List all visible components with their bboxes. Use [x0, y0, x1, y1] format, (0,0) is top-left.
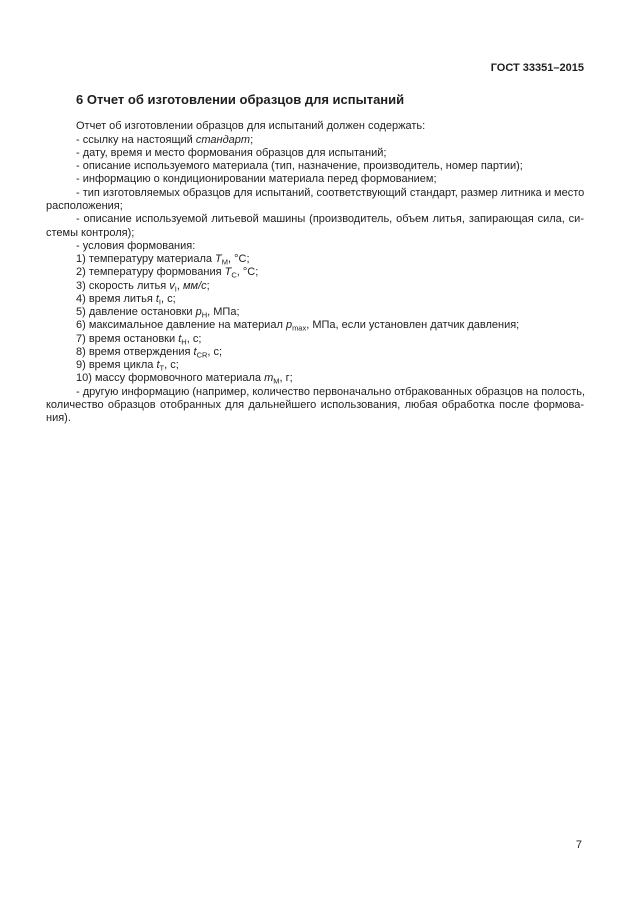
condition-symbol: p	[285, 319, 293, 332]
condition-6	[46, 319, 584, 332]
condition-separator: ,	[228, 253, 235, 266]
condition-end: ;	[255, 266, 259, 279]
condition-separator: ,	[207, 306, 214, 319]
specimen-type-item-line-1: - тип изготовляемых образцов для испытаний, соответствующий стандарт, размер литника и место	[76, 186, 585, 199]
machine-item-line-1: - описание используемой литьевой машины (производитель, объем литья, запирающая сила, си-	[76, 213, 584, 226]
condition-label: 9) время цикла	[76, 359, 157, 372]
condition-unit: с	[213, 345, 220, 358]
condition-label: 4) время литья	[76, 292, 156, 305]
condition-subscript: M	[221, 257, 229, 267]
reference-italic: стандарт	[195, 133, 251, 146]
condition-7	[46, 333, 584, 346]
condition-unit: °C	[234, 253, 247, 266]
intro-line: Отчет об изготовлении образцов для испытаний должен содержать:	[76, 120, 426, 133]
condition-end: , если установлен датчик давления;	[335, 319, 520, 332]
condition-label: 5) давление остановки	[76, 306, 196, 319]
condition-unit: с	[192, 332, 199, 345]
condition-end: ;	[289, 372, 293, 385]
condition-label: 7) время остановки	[76, 332, 179, 345]
condition-2	[46, 266, 584, 279]
condition-end: ;	[236, 306, 240, 319]
condition-symbol: T	[224, 266, 232, 279]
condition-separator: ,	[164, 359, 171, 372]
condition-subscript: I	[174, 284, 177, 294]
condition-separator: ,	[279, 372, 286, 385]
report-requirements-text	[46, 120, 584, 425]
condition-subscript: H	[181, 337, 187, 347]
condition-symbol: v	[169, 279, 175, 292]
condition-1	[46, 253, 584, 266]
condition-label: 10) массу формовочного материала	[76, 372, 265, 385]
condition-label: 6) максимальное давление на материал	[76, 319, 286, 332]
condition-symbol: m	[264, 372, 274, 385]
other-info-item-line-3: ния).	[46, 412, 71, 425]
condition-separator: ,	[306, 319, 313, 332]
condition-symbol: T	[215, 253, 222, 266]
condition-9	[46, 359, 584, 372]
condition-end: ;	[175, 359, 179, 372]
machine-item-line-2: стемы контроля);	[46, 226, 135, 239]
condition-separator: ,	[207, 345, 214, 358]
condition-unit: МПа	[312, 319, 336, 332]
condition-end: ;	[172, 292, 176, 305]
condition-subscript: H	[201, 310, 208, 320]
condition-4	[46, 293, 584, 306]
condition-symbol: t	[178, 332, 182, 345]
condition-end: ;	[219, 345, 223, 358]
condition-separator: ,	[186, 332, 193, 345]
section-heading: 6 Отчет об изготовлении образцов для испытаний	[76, 92, 405, 107]
condition-symbol: p	[195, 306, 202, 319]
condition-subscript: CR	[196, 350, 208, 360]
condition-separator: ,	[176, 279, 184, 292]
condition-3	[46, 280, 584, 293]
reference-prefix: - ссылку на настоящий	[76, 133, 196, 146]
condition-unit: г	[285, 372, 290, 385]
reference-suffix: ;	[250, 133, 254, 146]
condition-separator: ,	[161, 292, 168, 305]
condition-subscript: M	[273, 376, 280, 386]
condition-symbol: t	[193, 345, 197, 358]
condition-5	[46, 306, 584, 319]
condition-symbol: t	[155, 292, 159, 305]
condition-subscript: I	[158, 297, 161, 307]
condition-end: ;	[206, 279, 210, 292]
standard-code: ГОСТ 33351–2015	[490, 62, 584, 74]
condition-label: 8) время отверждения	[76, 345, 194, 358]
condition-symbol: t	[156, 359, 160, 372]
condition-unit: с	[167, 292, 173, 305]
specimen-type-item-line-2: расположения;	[46, 199, 123, 212]
condition-end: ;	[198, 332, 202, 345]
condition-subscript: T	[159, 363, 165, 373]
material-item: - описание используемого материала (тип, назначение, производитель, номер партии);	[76, 160, 523, 173]
condition-unit: с	[170, 359, 176, 372]
condition-subscript: max	[292, 323, 307, 333]
other-info-item-line-2: количество образцов отобранных для дальнейшего использования, любая обработка после формова-	[46, 398, 584, 411]
condition-unit: °C	[242, 266, 256, 279]
date-time-item: - дату, время и место формования образцов для испытаний;	[76, 146, 387, 159]
condition-8	[46, 346, 584, 359]
condition-end: ;	[246, 253, 250, 266]
condition-unit: МПа	[213, 306, 237, 319]
condition-label: 1) температуру материала	[76, 253, 216, 266]
condition-unit: мм/с	[183, 279, 207, 292]
reference-item	[46, 134, 584, 147]
condition-label: 2) температуру формования	[76, 266, 225, 279]
condition-separator: ,	[236, 266, 243, 279]
condition-10	[46, 372, 584, 385]
page-number: 7	[575, 839, 582, 851]
condition-subscript: C	[231, 270, 237, 280]
conditions-title: - условия формования:	[76, 239, 196, 252]
other-info-item-line-1: - другую информацию (например, количество первоначально отбракованных образцов на полость,	[76, 385, 586, 398]
condition-label: 3) скорость литья	[76, 279, 170, 292]
conditioning-item: - информацию о кондиционировании материала перед формованием;	[76, 173, 437, 186]
